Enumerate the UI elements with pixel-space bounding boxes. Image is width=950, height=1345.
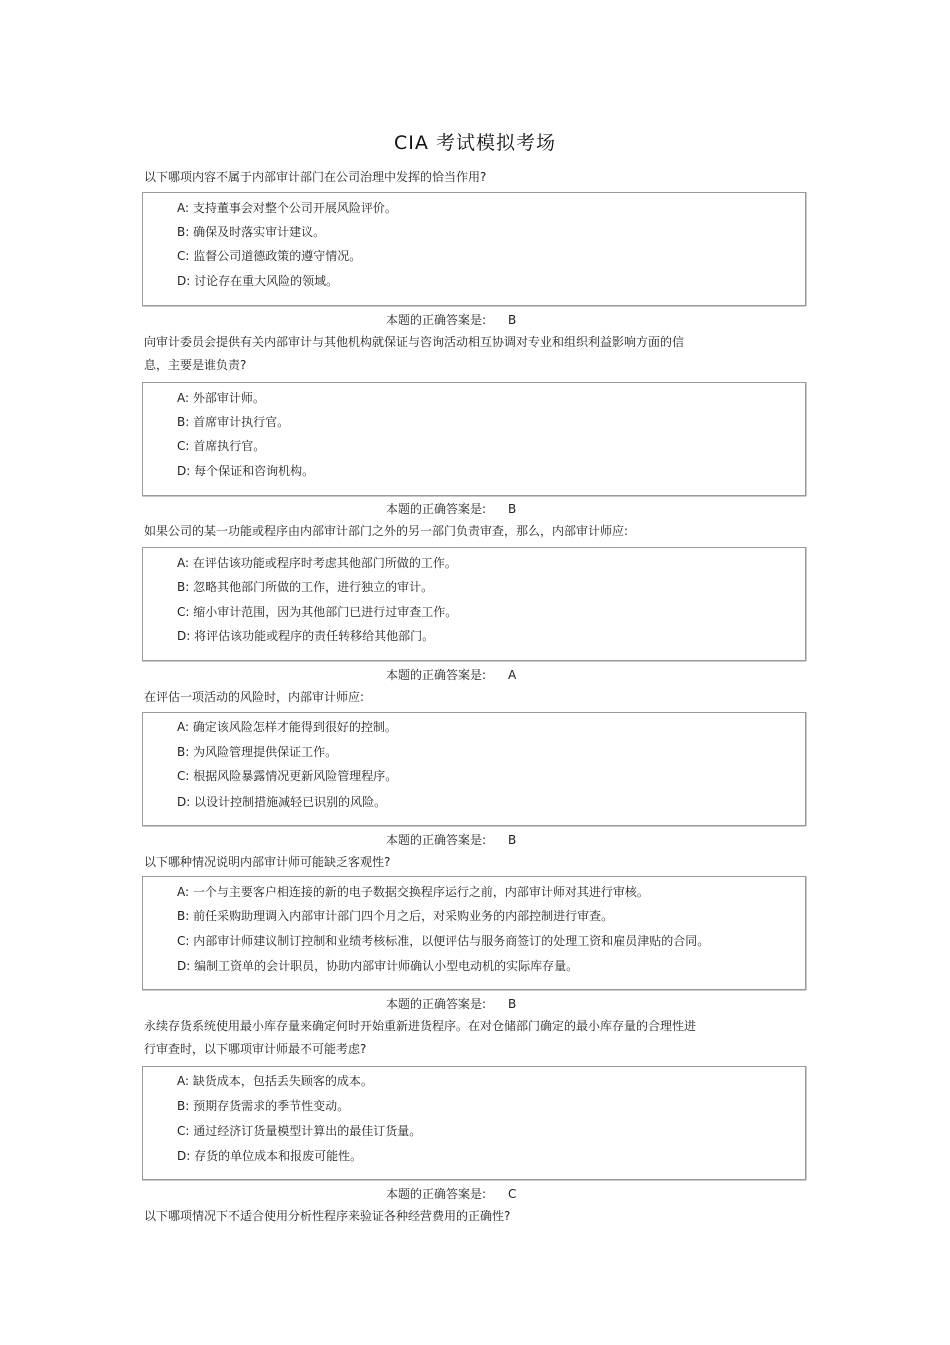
question-2-text xyxy=(144,331,764,377)
question-6-text xyxy=(144,1015,764,1061)
option-a[interactable]: A: 支持董事会对整个公司开展风险评价。 xyxy=(177,201,397,215)
answer-prefix: 本题的正确答案是: xyxy=(386,502,487,516)
page-title: CIA 考试模拟考场 xyxy=(394,132,556,154)
option-d[interactable]: D: 存货的单位成本和报废可能性。 xyxy=(177,1149,363,1163)
answer-letter: B xyxy=(508,833,517,847)
question-2-answer xyxy=(386,500,516,517)
option-b[interactable]: B: 首席审计执行官。 xyxy=(177,415,290,429)
question-3-answer xyxy=(386,666,516,683)
option-b[interactable]: B: 前任采购助理调入内部审计部门四个月之后，对采购业务的内部控制进行审查。 xyxy=(177,909,614,923)
option-d[interactable]: D: 讨论存在重大风险的领域。 xyxy=(177,274,339,288)
option-a[interactable]: A: 确定该风险怎样才能得到很好的控制。 xyxy=(177,720,397,734)
answer-letter: B xyxy=(508,313,517,327)
question-line: 永续存货系统使用最小库存量来确定何时开始重新进货程序。在对仓储部门确定的最小库存量的合理性进 xyxy=(144,1019,697,1033)
question-6-answer xyxy=(386,1185,516,1202)
question-1-options xyxy=(142,192,806,306)
question-line: 以下哪项情况下不适合使用分析性程序来验证各种经营费用的正确性? xyxy=(144,1209,511,1223)
question-1-text xyxy=(144,166,764,189)
option-a[interactable]: A: 外部审计师。 xyxy=(177,391,265,405)
question-line: 如果公司的某一功能或程序由内部审计部门之外的另一部门负责审查，那么，内部审计师应: xyxy=(144,524,629,538)
option-c[interactable]: C: 通过经济订货量模型计算出的最佳订货量。 xyxy=(177,1124,422,1138)
question-line: 行审查时，以下哪项审计师最不可能考虑? xyxy=(144,1042,367,1056)
answer-prefix: 本题的正确答案是: xyxy=(386,313,487,327)
question-6-options xyxy=(142,1066,806,1180)
question-2-options xyxy=(142,382,806,496)
option-b[interactable]: B: 预期存货需求的季节性变动。 xyxy=(177,1099,350,1113)
option-b[interactable]: B: 为风险管理提供保证工作。 xyxy=(177,745,338,759)
answer-letter: B xyxy=(508,502,517,516)
answer-letter: C xyxy=(508,1187,517,1201)
option-b[interactable]: B: 忽略其他部门所做的工作，进行独立的审计。 xyxy=(177,580,434,594)
question-5-text xyxy=(144,851,764,874)
question-line: 在评估一项活动的风险时，内部审计师应: xyxy=(144,690,365,704)
question-3-text xyxy=(144,520,764,543)
question-line: 以下哪种情况说明内部审计师可能缺乏客观性? xyxy=(144,855,391,869)
option-c[interactable]: C: 首席执行官。 xyxy=(177,439,266,453)
option-d[interactable]: D: 将评估该功能或程序的责任转移给其他部门。 xyxy=(177,629,435,643)
question-4-answer xyxy=(386,831,516,848)
option-d[interactable]: D: 以设计控制措施减轻已识别的风险。 xyxy=(177,795,387,809)
question-5-options xyxy=(142,876,806,990)
option-d[interactable]: D: 每个保证和咨询机构。 xyxy=(177,464,315,478)
question-5-answer xyxy=(386,995,516,1012)
option-a[interactable]: A: 一个与主要客户相连接的新的电子数据交换程序运行之前，内部审计师对其进行审核。 xyxy=(177,885,649,899)
question-1-answer xyxy=(386,311,516,328)
option-c[interactable]: C: 监督公司道德政策的遵守情况。 xyxy=(177,249,362,263)
option-c[interactable]: C: 根据风险暴露情况更新风险管理程序。 xyxy=(177,769,398,783)
answer-prefix: 本题的正确答案是: xyxy=(386,668,487,682)
question-4-options xyxy=(142,712,806,826)
question-7-text xyxy=(144,1205,764,1228)
option-a[interactable]: A: 在评估该功能或程序时考虑其他部门所做的工作。 xyxy=(177,556,457,570)
question-line: 息，主要是谁负责? xyxy=(144,358,247,372)
option-a[interactable]: A: 缺货成本，包括丢失顾客的成本。 xyxy=(177,1074,373,1088)
answer-letter: B xyxy=(508,997,517,1011)
option-c[interactable]: C: 缩小审计范围，因为其他部门已进行过审查工作。 xyxy=(177,605,458,619)
answer-prefix: 本题的正确答案是: xyxy=(386,1187,487,1201)
option-b[interactable]: B: 确保及时落实审计建议。 xyxy=(177,225,326,239)
question-4-text xyxy=(144,686,764,709)
option-d[interactable]: D: 编制工资单的会计职员，协助内部审计师确认小型电动机的实际库存量。 xyxy=(177,959,579,973)
question-line: 向审计委员会提供有关内部审计与其他机构就保证与咨询活动相互协调对专业和组织利益影响方面的信 xyxy=(144,335,685,349)
question-3-options xyxy=(142,547,806,661)
answer-prefix: 本题的正确答案是: xyxy=(386,997,487,1011)
answer-letter: A xyxy=(508,668,517,682)
question-line: 以下哪项内容不属于内部审计部门在公司治理中发挥的恰当作用? xyxy=(144,170,487,184)
answer-prefix: 本题的正确答案是: xyxy=(386,833,487,847)
option-c[interactable]: C: 内部审计师建议制订控制和业绩考核标准，以便评估与服务商签订的处理工资和雇员津贴的合同。 xyxy=(177,934,710,948)
